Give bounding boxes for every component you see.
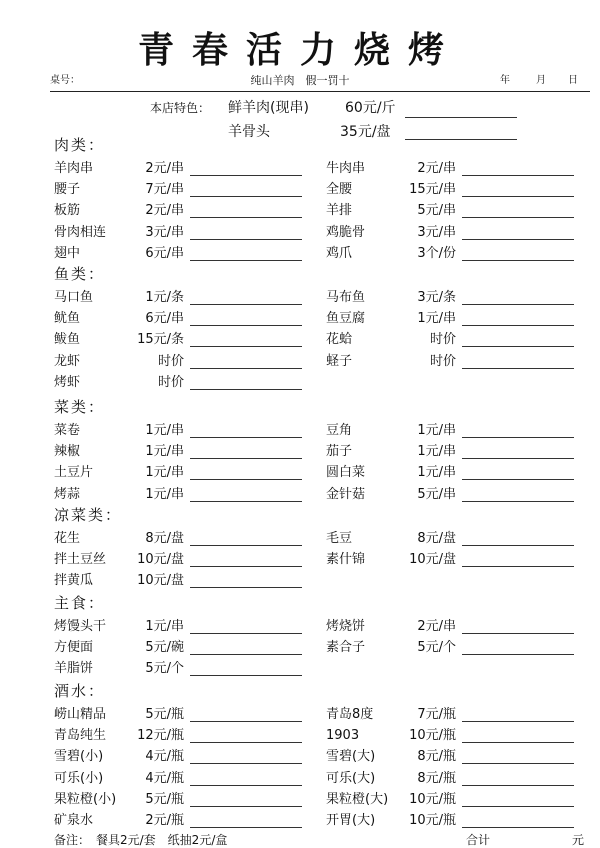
menu-item-price: 5元/瓶 (145, 707, 184, 722)
quantity-blank[interactable] (190, 763, 302, 764)
menu-item-price: 时价 (429, 332, 456, 348)
category-heading: 肉类： (54, 136, 106, 154)
menu-item (54, 769, 314, 789)
menu-item-name: 方便面 (54, 640, 94, 656)
menu-item-price: 3元/串 (417, 224, 456, 240)
quantity-blank[interactable] (190, 654, 302, 655)
menu-item-price: 1元/串 (417, 465, 456, 481)
menu-item-name: 果粒橙(大) (326, 791, 389, 807)
menu-item (54, 352, 314, 372)
quantity-blank[interactable] (462, 763, 574, 764)
quantity-blank[interactable] (190, 368, 302, 369)
quantity-blank[interactable] (462, 196, 574, 197)
quantity-blank[interactable] (190, 785, 302, 786)
menu-item (326, 223, 586, 243)
menu-item-price: 5元/碗 (145, 640, 184, 656)
quantity-blank[interactable] (190, 389, 302, 390)
menu-item-name: 鸡脆骨 (326, 224, 366, 240)
menu-item-name: 羊排 (326, 203, 353, 219)
currency-label: 元 (572, 833, 585, 847)
quantity-blank[interactable] (462, 785, 574, 786)
menu-item (326, 726, 586, 746)
menu-item (54, 726, 314, 746)
menu-item-name: 翅中 (54, 245, 81, 261)
menu-item-price: 1元/串 (145, 486, 184, 502)
menu-item (326, 705, 586, 725)
menu-item-price: 5元/个 (145, 661, 184, 677)
menu-item-name: 菜卷 (54, 423, 81, 438)
special-item-price: 60元/斤 (345, 100, 396, 116)
menu-item-name: 花生 (54, 531, 81, 546)
menu-item-name: 烤蒜 (54, 486, 81, 502)
menu-item (54, 790, 314, 810)
quantity-blank[interactable] (190, 325, 302, 326)
menu-item-name: 可乐(小) (54, 770, 104, 786)
menu-item-price: 4元/瓶 (145, 749, 184, 765)
special-item-blank[interactable] (405, 117, 517, 118)
special-item-name: 鲜羊肉(现串) (228, 100, 309, 116)
menu-item (326, 617, 586, 637)
menu-item (326, 485, 586, 505)
slogan: 纯山羊肉 假一罚十 (250, 74, 350, 87)
specials-label: 本店特色： (150, 101, 211, 115)
quantity-blank[interactable] (462, 260, 574, 261)
menu-item (326, 442, 586, 462)
menu-item (326, 330, 586, 350)
menu-item-price: 7元/串 (145, 182, 184, 198)
special-item-name: 羊骨头 (228, 124, 270, 140)
quantity-blank[interactable] (462, 217, 574, 218)
menu-item-price: 10元/盘 (409, 552, 456, 568)
total-label: 合计 (466, 833, 491, 847)
quantity-blank[interactable] (190, 587, 302, 588)
menu-item-price: 2元/串 (145, 203, 184, 219)
menu-item-name: 板筋 (54, 203, 81, 219)
quantity-blank[interactable] (462, 368, 574, 369)
menu-item-price: 8元/瓶 (417, 749, 456, 765)
menu-item (54, 159, 314, 179)
special-item-price: 35元/盘 (340, 124, 391, 140)
menu-item-price: 1元/串 (145, 619, 184, 634)
menu-item-name: 马口鱼 (54, 290, 94, 305)
menu-item-name: 鸡爪 (326, 245, 353, 261)
menu-item (54, 659, 314, 679)
menu-item-name: 蛏子 (326, 353, 353, 369)
year-label: 年 (500, 75, 510, 86)
quantity-blank[interactable] (462, 827, 574, 828)
menu-item-name: 牛肉串 (326, 161, 366, 176)
menu-item-name: 烤虾 (54, 374, 81, 390)
menu-item (54, 244, 314, 264)
menu-item-name: 青岛8度 (326, 707, 374, 722)
menu-item (326, 747, 586, 767)
quantity-blank[interactable] (190, 260, 302, 261)
menu-item-price: 1元/串 (417, 311, 456, 327)
menu-item (326, 201, 586, 221)
menu-item-name: 1903 (326, 728, 360, 744)
quantity-blank[interactable] (190, 196, 302, 197)
menu-item-price: 2元/串 (417, 161, 456, 176)
menu-item-name: 可乐(大) (326, 770, 376, 786)
menu-item-name: 花蛤 (326, 332, 353, 348)
menu-item-price: 1元/串 (145, 465, 184, 481)
menu-item-name: 圆白菜 (326, 465, 366, 481)
menu-item-name: 拌黄瓜 (54, 573, 94, 589)
quantity-blank[interactable] (190, 633, 302, 634)
menu-item-name: 骨肉相连 (54, 224, 107, 240)
menu-item-price: 5元/瓶 (145, 791, 184, 807)
menu-item-name: 烤馒头干 (54, 619, 107, 634)
quantity-blank[interactable] (462, 742, 574, 743)
quantity-blank[interactable] (190, 566, 302, 567)
menu-item-price: 8元/瓶 (417, 770, 456, 786)
specials-row (0, 98, 600, 118)
menu-item-price: 3个/份 (417, 245, 456, 261)
quantity-blank[interactable] (462, 654, 574, 655)
menu-item-name: 雪碧(大) (326, 749, 376, 765)
menu-item-name: 羊肉串 (54, 161, 94, 176)
category-heading: 鱼类： (54, 265, 106, 283)
menu-item-name: 青岛纯生 (54, 728, 107, 744)
menu-item (326, 180, 586, 200)
quantity-blank[interactable] (190, 437, 302, 438)
menu-item (54, 529, 314, 549)
menu-item-price: 2元/瓶 (145, 813, 184, 828)
quantity-blank[interactable] (190, 458, 302, 459)
quantity-blank[interactable] (190, 217, 302, 218)
menu-item (326, 811, 586, 831)
quantity-blank[interactable] (462, 458, 574, 459)
menu-item (326, 638, 586, 658)
quantity-blank[interactable] (462, 325, 574, 326)
menu-item-price: 1元/串 (145, 444, 184, 460)
menu-item-name: 全腰 (326, 182, 353, 198)
menu-item-price: 7元/瓶 (417, 707, 456, 722)
menu-item-price: 4元/瓶 (145, 770, 184, 786)
menu-item-price: 15元/串 (409, 182, 456, 198)
table-number-label: 桌号： (50, 75, 80, 86)
menu-item (326, 159, 586, 179)
menu-item-price: 5元/个 (417, 640, 456, 656)
menu-item (326, 790, 586, 810)
menu-item-price: 1元/串 (145, 423, 184, 438)
menu-item-price: 2元/串 (145, 161, 184, 176)
quantity-blank[interactable] (462, 545, 574, 546)
menu-item (54, 442, 314, 462)
quantity-blank[interactable] (190, 545, 302, 546)
menu-item (54, 485, 314, 505)
quantity-blank[interactable] (462, 501, 574, 502)
quantity-blank[interactable] (462, 806, 574, 807)
menu-item (54, 288, 314, 308)
quantity-blank[interactable] (462, 721, 574, 722)
menu-item-name: 果粒橙(小) (54, 791, 117, 807)
menu-item-name: 马布鱼 (326, 290, 366, 305)
menu-item (54, 330, 314, 350)
quantity-blank[interactable] (190, 501, 302, 502)
menu-item (326, 769, 586, 789)
menu-item-name: 金针菇 (326, 486, 366, 502)
menu-item-price: 8元/盘 (145, 531, 184, 546)
menu-item-price: 8元/盘 (417, 531, 456, 546)
menu-item-price: 10元/盘 (137, 573, 184, 589)
month-label: 月 (536, 75, 546, 86)
category-heading: 主食： (54, 594, 106, 612)
menu-item-name: 豆角 (326, 423, 353, 438)
quantity-blank[interactable] (190, 742, 302, 743)
header-divider (50, 91, 590, 92)
quantity-blank[interactable] (190, 721, 302, 722)
menu-item-name: 龙虾 (54, 353, 81, 369)
menu-item-name: 辣椒 (54, 444, 81, 460)
quantity-blank[interactable] (190, 806, 302, 807)
menu-item-price: 12元/瓶 (137, 728, 184, 744)
menu-item-price: 10元/瓶 (409, 791, 456, 807)
menu-item-price: 3元/条 (417, 290, 456, 305)
menu-item-price: 1元/串 (417, 423, 456, 438)
menu-item (54, 309, 314, 329)
menu-item (326, 421, 586, 441)
menu-item (54, 463, 314, 483)
menu-item (326, 309, 586, 329)
menu-item (54, 638, 314, 658)
quantity-blank[interactable] (462, 304, 574, 305)
quantity-blank[interactable] (462, 566, 574, 567)
footer-note: 备注： 餐具2元/套 纸抽2元/盒 (54, 833, 228, 847)
menu-item-price: 5元/串 (417, 203, 456, 219)
menu-item-name: 素合子 (326, 640, 366, 656)
menu-item (54, 811, 314, 831)
menu-item (326, 463, 586, 483)
quantity-blank[interactable] (462, 479, 574, 480)
menu-item-price: 10元/瓶 (409, 813, 456, 828)
menu-item (54, 223, 314, 243)
menu-item (54, 705, 314, 725)
special-item-blank[interactable] (405, 139, 517, 140)
menu-item-name: 拌土豆丝 (54, 552, 107, 568)
menu-item-price: 5元/串 (417, 486, 456, 502)
menu-item-name: 鱿鱼 (54, 311, 81, 327)
menu-item-name: 素什锦 (326, 552, 366, 568)
menu-item-price: 6元/串 (145, 245, 184, 261)
menu-item-name: 崂山精品 (54, 707, 107, 722)
quantity-blank[interactable] (190, 175, 302, 176)
menu-item-price: 6元/串 (145, 311, 184, 327)
menu-item (326, 550, 586, 570)
menu-item-name: 烤烧饼 (326, 619, 366, 634)
menu-item-name: 雪碧(小) (54, 749, 104, 765)
menu-item-name: 腰子 (54, 182, 81, 198)
quantity-blank[interactable] (462, 175, 574, 176)
quantity-blank[interactable] (190, 827, 302, 828)
menu-item-name: 矿泉水 (54, 813, 94, 828)
quantity-blank[interactable] (190, 479, 302, 480)
quantity-blank[interactable] (462, 633, 574, 634)
menu-item (326, 244, 586, 264)
menu-item-price: 1元/串 (417, 444, 456, 460)
category-heading: 酒水： (54, 682, 106, 700)
menu-item-price: 时价 (429, 353, 456, 369)
menu-item-name: 土豆片 (54, 465, 94, 481)
menu-item-name: 茄子 (326, 444, 353, 460)
menu-item (54, 747, 314, 767)
category-heading: 菜类： (54, 398, 106, 416)
menu-item-name: 鲅鱼 (54, 332, 81, 348)
menu-item-price: 2元/串 (417, 619, 456, 634)
menu-item (54, 201, 314, 221)
menu-item-price: 时价 (157, 353, 184, 369)
menu-item-price: 10元/瓶 (409, 728, 456, 744)
menu-item-price: 1元/条 (145, 290, 184, 305)
menu-item-name: 毛豆 (326, 531, 353, 546)
menu-title: 青春活力烧烤 (137, 29, 462, 71)
quantity-blank[interactable] (190, 346, 302, 347)
menu-item (326, 288, 586, 308)
category-heading: 凉菜类： (54, 506, 123, 524)
menu-item-price: 时价 (157, 374, 184, 390)
day-label: 日 (568, 75, 578, 86)
menu-item-name: 鱼豆腐 (326, 311, 366, 327)
quantity-blank[interactable] (190, 675, 302, 676)
quantity-blank[interactable] (462, 239, 574, 240)
quantity-blank[interactable] (190, 239, 302, 240)
quantity-blank[interactable] (190, 304, 302, 305)
menu-item-price: 3元/串 (145, 224, 184, 240)
menu-item (326, 352, 586, 372)
menu-item-price: 10元/盘 (137, 552, 184, 568)
quantity-blank[interactable] (462, 346, 574, 347)
menu-item-name: 开胃(大) (326, 813, 376, 828)
menu-item (54, 373, 314, 393)
menu-item-price: 15元/条 (137, 332, 184, 348)
quantity-blank[interactable] (462, 437, 574, 438)
menu-item (54, 421, 314, 441)
menu-item-name: 羊脂饼 (54, 661, 94, 677)
menu-item (326, 529, 586, 549)
menu-item (54, 617, 314, 637)
menu-item (54, 571, 314, 591)
menu-item (54, 550, 314, 570)
menu-item (54, 180, 314, 200)
